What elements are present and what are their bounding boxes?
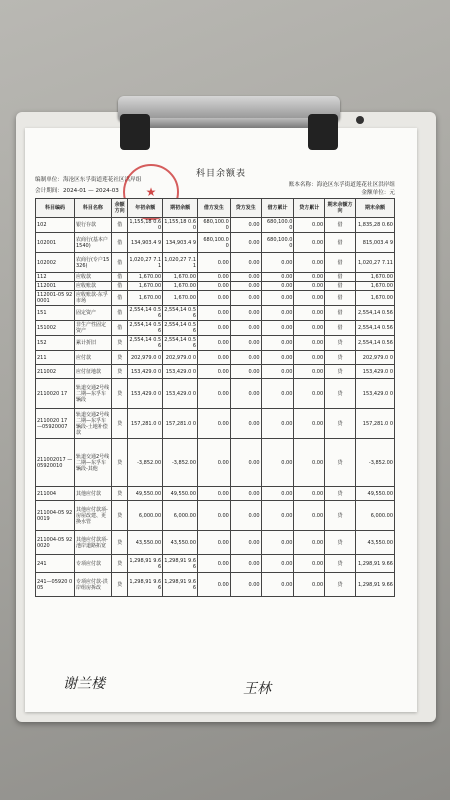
cell-credit: 0.00	[230, 291, 261, 306]
cell-debit-cum: 0.00	[261, 253, 294, 273]
cell-open: 157,281.0 0	[163, 409, 198, 439]
document-title: 科目余额表	[195, 169, 246, 179]
cell-open: 43,550.00	[163, 531, 198, 555]
cell-debit: 0.00	[198, 273, 231, 282]
column-header: 期末余额方向	[325, 199, 356, 218]
cell-code: 152	[36, 336, 75, 351]
cell-end-dir: 借	[325, 253, 356, 273]
cell-credit-cum: 0.00	[294, 501, 325, 531]
table-row	[36, 336, 395, 351]
cell-credit-cum: 0.00	[294, 573, 325, 597]
cell-credit: 0.00	[230, 439, 261, 487]
cell-dir: 借	[111, 273, 127, 282]
cell-credit: 0.00	[230, 282, 261, 291]
table-row	[36, 218, 395, 233]
cell-debit: 680,100.0 0	[198, 233, 231, 253]
cell-end-dir: 贷	[325, 365, 356, 379]
cell-debit: 0.00	[198, 351, 231, 365]
cell-debit-cum: 0.00	[261, 306, 294, 321]
cell-dir: 贷	[111, 351, 127, 365]
table-row	[36, 273, 395, 282]
column-header: 余额方向	[111, 199, 127, 218]
cell-end: 6,000.00	[355, 501, 394, 531]
cell-name: 轨道交通2号线二期—东孚车辆段	[74, 379, 111, 409]
table-row	[36, 351, 395, 365]
cell-end-dir: 贷	[325, 501, 356, 531]
cell-dir: 贷	[111, 531, 127, 555]
cell-dir: 贷	[111, 555, 127, 573]
cell-open: 1,670.00	[163, 282, 198, 291]
cell-open: 1,298,91 9.66	[163, 573, 198, 597]
cell-credit-cum: 0.00	[294, 409, 325, 439]
currency-line: 金额单位：元	[361, 190, 395, 196]
cell-debit: 0.00	[198, 555, 231, 573]
cell-end: 1,670.00	[355, 273, 394, 282]
cell-credit: 0.00	[230, 233, 261, 253]
cell-code: 2110020 17 —05920007	[36, 409, 75, 439]
cell-open: 1,155,18 0.60	[164, 219, 197, 231]
table-header-row	[36, 199, 395, 218]
cell-credit-cum: 0.00	[294, 439, 325, 487]
cell-open-year: 1,670.00	[128, 291, 163, 306]
cell-debit-cum: 0.00	[261, 291, 294, 306]
cell-open-year: 1,298,91 9.66	[128, 555, 163, 573]
cell-open: 153,429.0 0	[163, 379, 198, 409]
cell-end: 1,670.00	[355, 282, 394, 291]
cell-code: 102001	[36, 233, 75, 253]
cell-end: 43,550.00	[355, 531, 394, 555]
cell-credit: 0.00	[230, 306, 261, 321]
cell-dir: 贷	[111, 336, 127, 351]
clip-jaw-left	[120, 114, 150, 150]
clip-bar	[144, 118, 314, 128]
table-row	[36, 321, 395, 336]
cell-end: 2,554,14 0.56	[355, 321, 394, 336]
column-header: 期末余额	[355, 199, 394, 218]
cell-credit: 0.00	[230, 321, 261, 336]
cell-credit: 0.00	[230, 531, 261, 555]
cell-code: 151	[36, 306, 75, 321]
cell-end-dir: 借	[325, 218, 356, 233]
clipboard-hole	[356, 116, 364, 124]
table-row	[36, 501, 395, 531]
red-seal-stamp: ★	[123, 164, 179, 220]
cell-debit: 0.00	[198, 501, 231, 531]
cell-code: 112001	[36, 282, 75, 291]
cell-end-dir: 贷	[325, 555, 356, 573]
table-row	[36, 233, 395, 253]
column-header: 年初余额	[128, 199, 163, 218]
cell-credit-cum: 0.00	[294, 531, 325, 555]
cell-open-year: 1,298,91 9.66	[128, 573, 163, 597]
cell-debit: 0.00	[198, 291, 231, 306]
table-body	[36, 218, 395, 597]
cell-end-dir: 借	[325, 282, 356, 291]
cell-end-dir: 借	[325, 291, 356, 306]
cell-credit-cum: 0.00	[294, 379, 325, 409]
cell-open-year: 2,554,14 0.56	[129, 337, 162, 349]
cell-debit: 0.00	[198, 306, 231, 321]
cell-end: 153,429.0 0	[355, 365, 394, 379]
cell-end: 1,298,91 9.66	[355, 573, 394, 597]
cell-debit-cum: 0.00	[261, 379, 294, 409]
cell-open: -3,852.00	[163, 439, 198, 487]
table-row	[36, 365, 395, 379]
cell-debit: 0.00	[198, 531, 231, 555]
cell-code: 112	[36, 273, 75, 282]
cell-end-dir: 借	[325, 321, 356, 336]
cell-dir: 借	[111, 306, 127, 321]
cell-dir: 贷	[111, 439, 127, 487]
cell-open-year: 1,155,18 0.60	[129, 219, 162, 231]
cell-code: 151002	[36, 321, 75, 336]
cell-debit: 0.00	[198, 321, 231, 336]
cell-name: 专项应付款-洪岸组房拆改	[74, 573, 111, 597]
table-row	[36, 291, 395, 306]
cell-debit-cum: 680,100.0 0	[261, 233, 294, 253]
cell-credit: 0.00	[230, 501, 261, 531]
cell-open: 134,903.4 9	[163, 233, 198, 253]
cell-open: 2,554,14 0.56	[164, 337, 197, 349]
cell-credit: 0.00	[230, 379, 261, 409]
cell-credit-cum: 0.00	[294, 321, 325, 336]
cell-credit-cum: 0.00	[294, 233, 325, 253]
cell-debit: 0.00	[198, 409, 231, 439]
cell-open-year: 153,429.0 0	[128, 379, 163, 409]
cell-code: 211004-05 920019	[36, 501, 75, 531]
table-row	[36, 439, 395, 487]
table-row	[36, 379, 395, 409]
table-row	[36, 555, 395, 573]
cell-code: 102	[36, 218, 75, 233]
cell-debit-cum: 0.00	[261, 409, 294, 439]
cell-dir: 借	[111, 291, 127, 306]
cell-open: 6,000.00	[163, 501, 198, 531]
cell-end: 202,979.0 0	[355, 351, 394, 365]
cell-dir: 借	[111, 282, 127, 291]
cell-open: 2,554,14 0.56	[164, 307, 197, 319]
cell-name: 应付征地款	[74, 365, 111, 379]
cell-open: 153,429.0 0	[163, 365, 198, 379]
cell-credit: 0.00	[230, 253, 261, 273]
cell-dir: 贷	[111, 365, 127, 379]
table-row	[36, 282, 395, 291]
cell-credit-cum: 0.00	[294, 273, 325, 282]
cell-end-dir: 借	[325, 273, 356, 282]
cell-dir: 借	[111, 233, 127, 253]
cell-debit-cum: 0.00	[261, 365, 294, 379]
table-row	[36, 573, 395, 597]
cell-credit-cum: 0.00	[294, 555, 325, 573]
column-header: 期初余额	[163, 199, 198, 218]
cell-name: 轨道交通2号线二期—东孚车辆段-土地补偿款	[74, 409, 111, 439]
cell-name: 轨道交通2号线二期—东孚车辆段-其他	[74, 439, 111, 487]
cell-debit: 0.00	[198, 365, 231, 379]
cell-name: 应收账款	[74, 282, 111, 291]
cell-open-year: 6,000.00	[128, 501, 163, 531]
cell-code: 2110020 17	[36, 379, 75, 409]
cell-open-year: 1,020,27 7.11	[128, 253, 163, 273]
cell-end: 49,550.00	[355, 487, 394, 501]
cell-debit-cum: 0.00	[261, 282, 294, 291]
cell-end: 157,281.0 0	[355, 409, 394, 439]
cell-code: 211004	[36, 487, 75, 501]
column-header: 贷方发生	[230, 199, 261, 218]
cell-end-dir: 贷	[325, 531, 356, 555]
cell-name: 银行存款	[74, 218, 111, 233]
cell-end: 2,554,14 0.56	[355, 336, 394, 351]
cell-name: 其他应付款	[74, 487, 111, 501]
clipboard-clip	[118, 96, 340, 154]
cell-credit-cum: 0.00	[294, 218, 325, 233]
table-row	[36, 409, 395, 439]
balance-sheet-paper	[25, 128, 417, 712]
cell-name: 农商行(专户15326)	[74, 253, 111, 273]
cell-open: 49,550.00	[163, 487, 198, 501]
cell-open: 1,298,91 9.66	[163, 555, 198, 573]
cell-credit: 0.00	[230, 573, 261, 597]
cell-end-dir: 贷	[325, 379, 356, 409]
column-header: 科目名称	[74, 199, 111, 218]
cell-end-dir: 贷	[325, 573, 356, 597]
cell-name: 累计折旧	[74, 336, 111, 351]
table-row	[36, 306, 395, 321]
cell-name: 专项应付款	[74, 555, 111, 573]
cell-credit-cum: 0.00	[294, 306, 325, 321]
cell-name: 固定资产	[74, 306, 111, 321]
cell-code: 241—05920 005	[36, 573, 75, 597]
cell-open-year: 134,903.4 9	[128, 233, 163, 253]
cell-end: -3,852.00	[355, 439, 394, 487]
cell-end: 1,298,91 9.66	[355, 555, 394, 573]
cell-end-dir: 贷	[325, 351, 356, 365]
cell-name: 应收款	[74, 273, 111, 282]
cell-open-year: 43,550.00	[128, 531, 163, 555]
cell-credit-cum: 0.00	[294, 351, 325, 365]
cell-credit: 0.00	[230, 336, 261, 351]
cell-debit: 0.00	[198, 282, 231, 291]
table-row	[36, 253, 395, 273]
cell-open: 1,020,27 7.11	[163, 253, 198, 273]
cell-open-year: 1,670.00	[128, 273, 163, 282]
cell-credit: 0.00	[230, 487, 261, 501]
cell-end-dir: 贷	[325, 336, 356, 351]
cell-end-dir: 贷	[325, 439, 356, 487]
signature-right: 王林	[243, 681, 271, 697]
cell-open-year: -3,852.00	[128, 439, 163, 487]
cell-debit-cum: 0.00	[261, 555, 294, 573]
account-set-line: 账本名称：海沧区东孚街道莲花社区洪岸组	[288, 182, 395, 188]
cell-credit: 0.00	[230, 218, 261, 233]
cell-dir: 贷	[111, 487, 127, 501]
cell-code: 211	[36, 351, 75, 365]
cell-debit-cum: 0.00	[261, 501, 294, 531]
cell-credit-cum: 0.00	[294, 487, 325, 501]
cell-debit-cum: 0.00	[261, 487, 294, 501]
cell-name: 应收账款-东孚市场	[74, 291, 111, 306]
cell-dir: 贷	[111, 409, 127, 439]
cell-dir: 贷	[111, 379, 127, 409]
cell-credit-cum: 0.00	[294, 282, 325, 291]
cell-open-year: 1,670.00	[128, 282, 163, 291]
cell-open: 202,979.0 0	[163, 351, 198, 365]
cell-debit-cum: 0.00	[261, 273, 294, 282]
cell-debit-cum: 0.00	[261, 351, 294, 365]
ledger-table	[35, 198, 395, 597]
cell-dir: 借	[111, 253, 127, 273]
cell-debit: 0.00	[198, 336, 231, 351]
cell-debit-cum: 0.00	[261, 531, 294, 555]
cell-name: 非生产性固定资产	[74, 321, 111, 336]
cell-end: 2,554,14 0.56	[355, 306, 394, 321]
cell-open-year: 153,429.0 0	[128, 365, 163, 379]
cell-code: 241	[36, 555, 75, 573]
cell-open-year: 49,550.00	[128, 487, 163, 501]
cell-debit: 0.00	[198, 253, 231, 273]
cell-credit: 0.00	[230, 273, 261, 282]
cell-end: 1,670.00	[355, 291, 394, 306]
preparer-line: 编制单位：海沧区东孚街道莲花社区洪岸组	[35, 177, 142, 183]
cell-code: 211002017 —05920010	[36, 439, 75, 487]
cell-dir: 贷	[111, 573, 127, 597]
cell-dir: 借	[111, 321, 127, 336]
column-header: 科目编码	[36, 199, 75, 218]
cell-end: 815,003.4 9	[355, 233, 394, 253]
cell-open: 1,670.00	[163, 291, 198, 306]
cell-debit-cum: 0.00	[261, 573, 294, 597]
cell-end-dir: 借	[325, 306, 356, 321]
cell-credit-cum: 0.00	[294, 365, 325, 379]
column-header: 借方发生	[198, 199, 231, 218]
cell-name: 应付款	[74, 351, 111, 365]
cell-debit: 0.00	[198, 379, 231, 409]
cell-debit-cum: 0.00	[261, 321, 294, 336]
table-row	[36, 531, 395, 555]
cell-end-dir: 借	[325, 233, 356, 253]
cell-credit-cum: 0.00	[294, 253, 325, 273]
cell-credit: 0.00	[230, 351, 261, 365]
column-header: 贷方累计	[294, 199, 325, 218]
cell-credit: 0.00	[230, 555, 261, 573]
cell-end: 1,020,27 7.11	[355, 253, 394, 273]
cell-name: 农商行(基本户1540)	[74, 233, 111, 253]
cell-dir: 贷	[111, 501, 127, 531]
cell-debit: 0.00	[198, 573, 231, 597]
cell-end: 153,429.0 0	[355, 379, 394, 409]
cell-debit: 0.00	[198, 439, 231, 487]
cell-dir: 借	[111, 218, 127, 233]
cell-credit-cum: 0.00	[294, 336, 325, 351]
column-header: 借方累计	[261, 199, 294, 218]
cell-open-year: 157,281.0 0	[128, 409, 163, 439]
cell-code: 102002	[36, 253, 75, 273]
cell-open: 2,554,14 0.56	[164, 322, 197, 334]
cell-debit-cum: 680,100.0 0	[261, 218, 294, 233]
cell-open-year: 202,979.0 0	[128, 351, 163, 365]
cell-end: 1,835,28 0.60	[355, 218, 394, 233]
cell-code: 112001-05 920001	[36, 291, 75, 306]
cell-open-year: 2,554,14 0.56	[129, 322, 162, 334]
cell-end-dir: 贷	[325, 487, 356, 501]
cell-name: 其他应付款项-池岸道路拓宽	[74, 531, 111, 555]
period-line: 会计期间：2024-01 — 2024-03	[35, 188, 119, 194]
cell-code: 211002	[36, 365, 75, 379]
clip-jaw-right	[308, 114, 338, 150]
cell-credit-cum: 0.00	[294, 291, 325, 306]
cell-code: 211004-05 920020	[36, 531, 75, 555]
cell-credit: 0.00	[230, 365, 261, 379]
cell-debit-cum: 0.00	[261, 336, 294, 351]
cell-open: 1,670.00	[163, 273, 198, 282]
table-row	[36, 487, 395, 501]
signature-left: 谢兰楼	[63, 676, 105, 692]
cell-credit: 0.00	[230, 409, 261, 439]
cell-debit: 0.00	[198, 487, 231, 501]
cell-name: 其他应付款项-房屋改建、更换水管	[74, 501, 111, 531]
cell-debit: 680,100.0 0	[198, 218, 231, 233]
cell-end-dir: 贷	[325, 409, 356, 439]
cell-open-year: 2,554,14 0.56	[129, 307, 162, 319]
cell-debit-cum: 0.00	[261, 439, 294, 487]
